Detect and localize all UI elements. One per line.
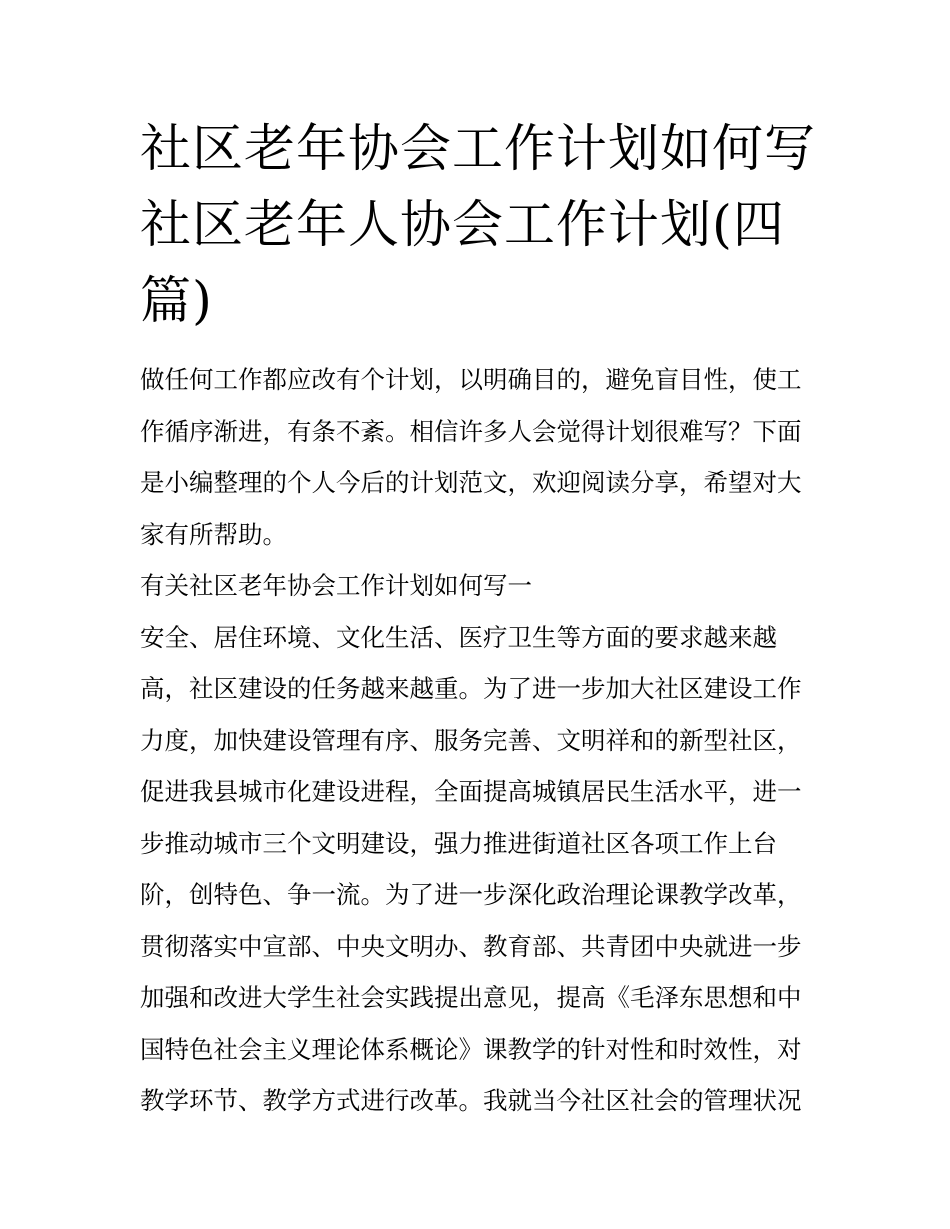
content-line: 安全、居住环境、文化生活、医疗卫生等方面的要求越来越	[140, 622, 777, 652]
intro-line: 作循序渐进，有条不紊。相信许多人会觉得计划很难写？下面	[140, 416, 802, 446]
title-line: 社区老年协会工作计划如何写	[140, 120, 817, 179]
intro-line: 家有所帮助。	[140, 519, 287, 549]
content-line: 教学环节、教学方式进行改革。我就当今社区社会的管理状况	[140, 1086, 802, 1115]
content-line: 贯彻落实中宣部、中央文明办、教育部、共青团中央就进一步	[140, 931, 802, 961]
intro-line: 是小编整理的个人今后的计划范文，欢迎阅读分享，希望对大	[140, 468, 802, 497]
content-line: 力度，加快建设管理有序、服务完善、文明祥和的新型社区，	[140, 725, 802, 755]
content-line: 步推动城市三个文明建设，强力推进街道社区各项工作上台	[140, 828, 777, 858]
content-line: 加强和改进大学生社会实践提出意见，提高《毛泽东思想和中	[140, 983, 802, 1012]
intro-line: 做任何工作都应改有个计划，以明确目的，避免盲目性，使工	[140, 365, 802, 394]
content-line: 高，社区建设的任务越来越重。为了进一步加大社区建设工作	[140, 674, 802, 703]
title-line: 篇)	[140, 272, 213, 331]
section-heading: 有关社区老年协会工作计划如何写一	[140, 571, 532, 600]
content-line: 阶，创特色、争一流。为了进一步深化政治理论课教学改革，	[140, 880, 802, 909]
page-title	[140, 112, 820, 340]
title-line: 社区老年人协会工作计划(四	[140, 196, 785, 255]
content-line: 国特色社会主义理论体系概论》课教学的针对性和时效性，对	[140, 1034, 802, 1064]
document-body	[140, 354, 820, 1127]
content-line: 促进我县城市化建设进程，全面提高城镇居民生活水平，进一	[140, 777, 802, 806]
